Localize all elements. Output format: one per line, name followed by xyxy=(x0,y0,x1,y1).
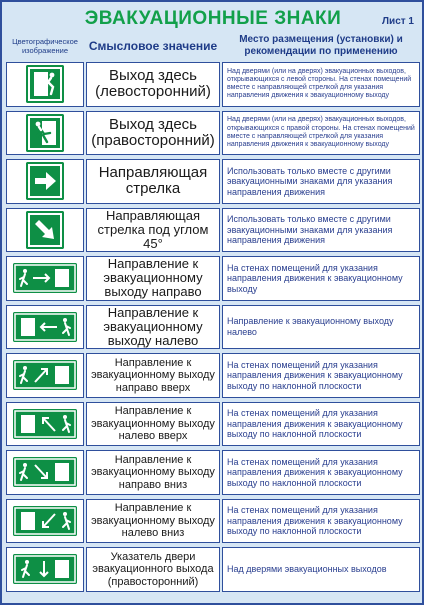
placement-text: На стенах помещений для указания направления движения к эвакуационному выходу по наклонной плоскости xyxy=(222,353,420,398)
meaning-text: Направляющая стрелка xyxy=(86,159,220,204)
table-row xyxy=(6,62,420,107)
sheet-header xyxy=(6,6,420,32)
direction-left-up-icon xyxy=(13,409,77,439)
table-row xyxy=(6,111,420,156)
table-row xyxy=(6,353,420,398)
meaning-text: Направление к эвакуационному выходу направо вверх xyxy=(86,353,220,398)
meaning-text: Направление к эвакуационному выходу налево вверх xyxy=(86,402,220,447)
placement-text: На стенах помещений для указания направления движения к эвакуационному выходу по наклонной плоскости xyxy=(222,450,420,495)
placement-text: Использовать только вместе с другими эвакуационными знаками для указания направления движения xyxy=(222,159,420,204)
placement-text: На стенах помещений для указания направления движения к эвакуационному выходу xyxy=(222,256,420,301)
meaning-text: Направление к эвакуационному выходу направо вниз xyxy=(86,450,220,495)
direction-right-icon xyxy=(13,263,77,293)
exit-right-icon xyxy=(26,114,64,152)
table-row xyxy=(6,402,420,447)
meaning-text: Выход здесь (левосторонний) xyxy=(86,62,220,107)
direction-left-down-icon xyxy=(13,506,77,536)
placement-text: Использовать только вместе с другими эвакуационными знаками для указания направления движения xyxy=(222,208,420,253)
arrow-diagonal-icon xyxy=(26,211,64,249)
meaning-text: Направление к эвакуационному выходу направо xyxy=(86,256,220,301)
table-row xyxy=(6,547,420,592)
placement-text: Над дверями эвакуационных выходов xyxy=(222,547,420,592)
table-row xyxy=(6,208,420,253)
meaning-text: Направление к эвакуационному выходу налево вниз xyxy=(86,499,220,544)
sheet-number: Лист 1 xyxy=(382,16,414,27)
page-title: ЭВАКУАЦИОННЫЕ ЗНАКИ xyxy=(84,8,342,29)
table-row xyxy=(6,499,420,544)
table-row xyxy=(6,256,420,301)
table-row xyxy=(6,159,420,204)
placement-text: На стенах помещений для указания направления движения к эвакуационному выходу по наклонной плоскости xyxy=(222,402,420,447)
direction-right-down-icon xyxy=(13,457,77,487)
table-row xyxy=(6,305,420,350)
door-pointer-right-icon xyxy=(13,554,77,584)
meaning-text: Выход здесь (правосторонний) xyxy=(86,111,220,156)
meaning-text: Направление к эвакуационному выходу налево xyxy=(86,305,220,350)
column-header-meaning: Смысловое значение xyxy=(88,39,218,53)
placement-text: На стенах помещений для указания направления движения к эвакуационному выходу по наклонной плоскости xyxy=(222,499,420,544)
exit-left-icon xyxy=(26,65,64,103)
table-row xyxy=(6,450,420,495)
direction-right-up-icon xyxy=(13,360,77,390)
arrow-right-icon xyxy=(26,162,64,200)
column-header-place: Место размещения (установки) и рекомендации по применению xyxy=(239,34,403,57)
direction-left-icon xyxy=(13,312,77,342)
signs-table xyxy=(6,62,420,596)
placement-text: Направление к эвакуационному выходу налево xyxy=(222,305,420,350)
placement-text: Над дверями (или на дверях) эвакуационных выходов, открывающихся с левой стороны. На стенах помещений вместе с направляющей стрелкой для указания направления движения к эвакуационному выходу xyxy=(222,62,420,107)
placement-text: Над дверями (или на дверях) эвакуационных выходов, открывающихся с правой стороны. На стенах помещений вместе с направляющей стрелкой для указания направления движения к эвакуационному выходу xyxy=(222,111,420,156)
meaning-text: Указатель двери эвакуационного выхода (правосторонний) xyxy=(86,547,220,592)
column-header-image: Цветографическое изображение xyxy=(12,37,78,55)
meaning-text: Направляющая стрелка под углом 45° xyxy=(86,208,220,253)
